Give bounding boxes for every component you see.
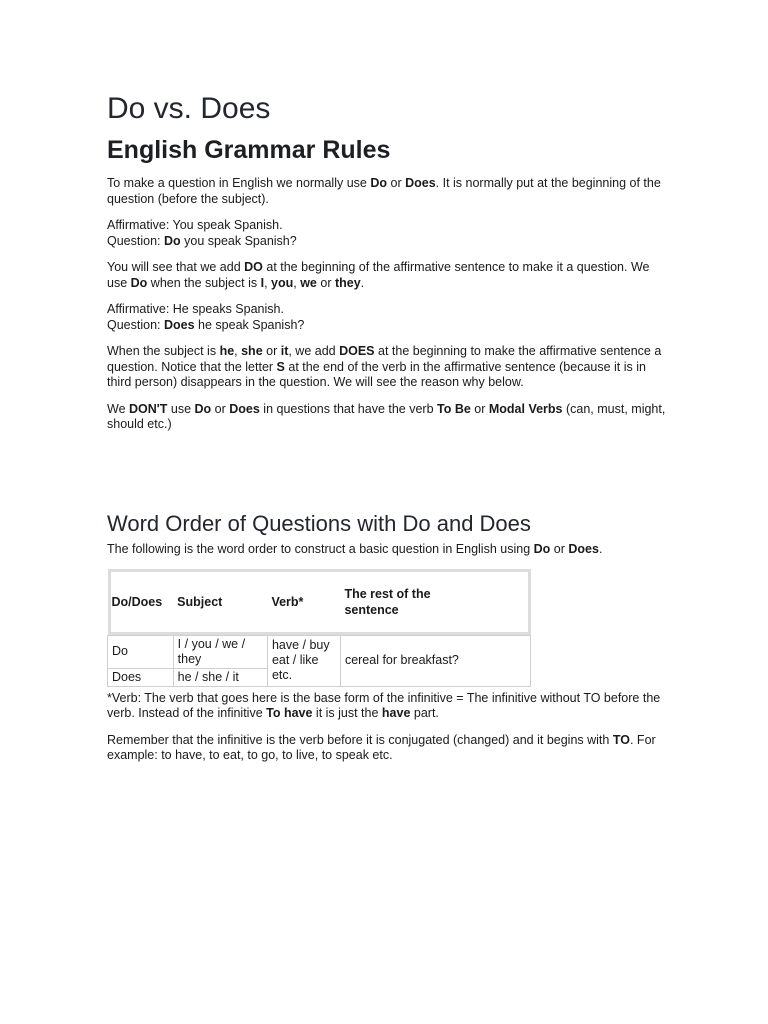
section-heading: Word Order of Questions with Do and Does bbox=[107, 510, 531, 536]
table-cell: he / she / it bbox=[173, 668, 267, 686]
word-order-intro: The following is the word order to construct a basic question in English using Do or Does. bbox=[107, 541, 603, 556]
page-subtitle: English Grammar Rules bbox=[107, 136, 391, 164]
example-you: Affirmative: You speak Spanish. Question: Do you speak Spanish? bbox=[107, 218, 297, 248]
paragraph-does-usage: When the subject is he, she or it, we add DOES at the beginning to make the affirmative sentence a question. Notice that the letter S at the end of the verb in the affirmative sentence (because it is in third person) disappears in the question. We will see the reason why below. bbox=[107, 344, 662, 389]
table-cell: I / you / we / they bbox=[173, 635, 267, 668]
page-title: Do vs. Does bbox=[107, 92, 271, 125]
table-header-cell: The rest of the sentence bbox=[344, 586, 431, 617]
verb-note: *Verb: The verb that goes here is the base form of the infinitive = The infinitive without TO before the verb. Instead of the infinitive To have it is just the have part. bbox=[107, 690, 661, 720]
table-cell: Does bbox=[108, 668, 174, 686]
paragraph-exceptions: We DON'T use Do or Does in questions that have the verb To Be or Modal Verbs (can, must, might, should etc.) bbox=[107, 401, 666, 431]
paragraph-do-usage: You will see that we add DO at the beginning of the affirmative sentence to make it a question. We use Do when the subject is I, you, we or they. bbox=[107, 260, 650, 290]
section-spacer bbox=[107, 444, 667, 510]
table-header-cell: Subject bbox=[177, 594, 223, 609]
remember-note: Remember that the infinitive is the verb before it is conjugated (changed) and it begins with TO. For example: to have, to eat, to go, to live, to speak etc. bbox=[107, 732, 656, 762]
table-header-cell: Do/Does bbox=[111, 594, 163, 609]
table-cell-verb: have / buy eat / like etc. bbox=[267, 635, 340, 686]
table-cell: Do bbox=[108, 635, 174, 668]
table-row bbox=[108, 635, 531, 668]
document-page bbox=[107, 90, 667, 775]
table-header-cell: Verb* bbox=[271, 594, 304, 609]
word-order-table bbox=[107, 569, 531, 687]
table-cell-rest: cereal for breakfast? bbox=[340, 635, 530, 686]
table-header-row bbox=[108, 569, 531, 635]
paragraph-intro: To make a question in English we normally use Do or Does. It is normally put at the beginning of the question (before the subject). bbox=[107, 176, 661, 206]
word-order-table-wrapper bbox=[107, 569, 531, 687]
example-he: Affirmative: He speaks Spanish. Question: Does he speak Spanish? bbox=[107, 302, 305, 332]
